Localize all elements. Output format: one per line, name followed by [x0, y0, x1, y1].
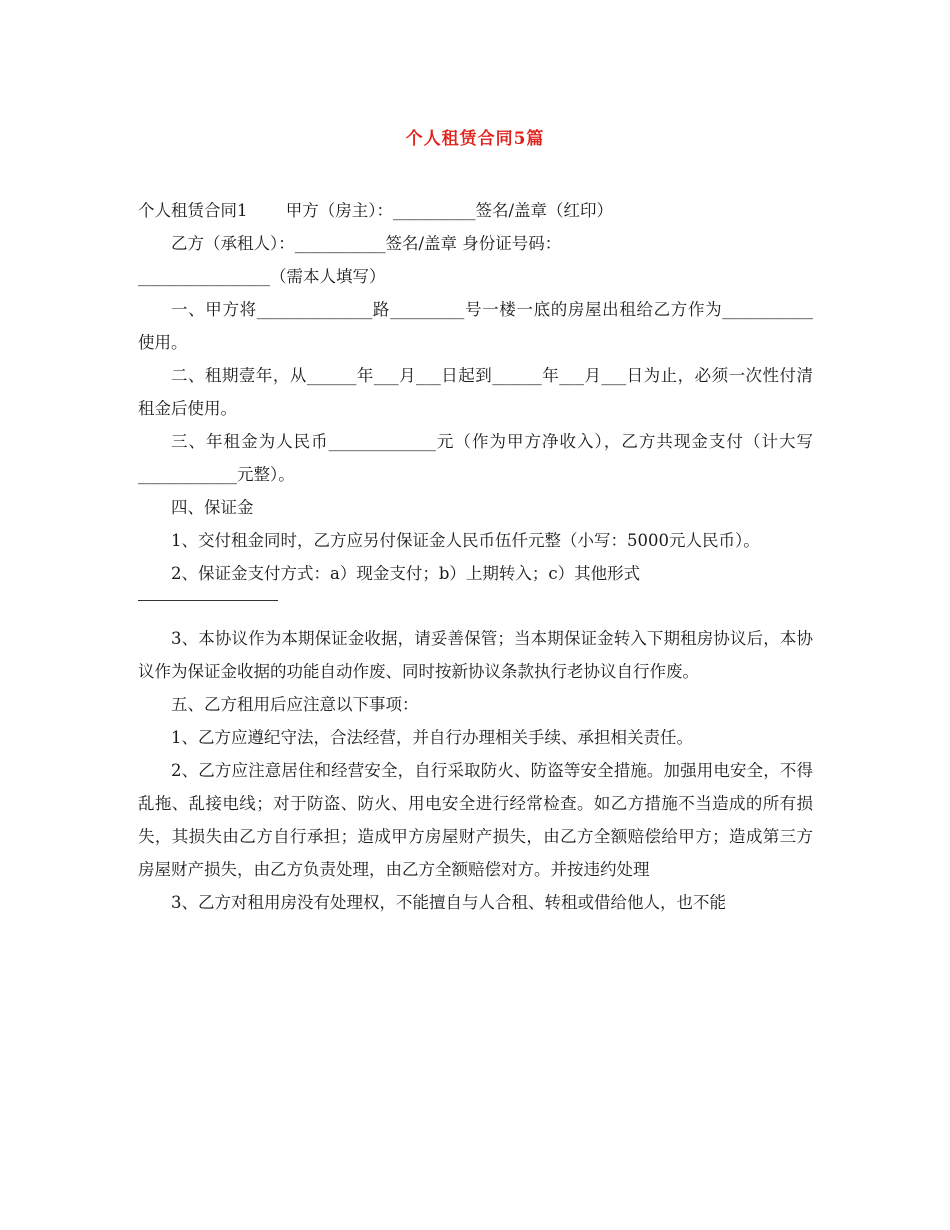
- blank-underline: [138, 600, 278, 601]
- paragraph-clause-4-1: 1、交付租金同时，乙方应另付保证金人民币伍仟元整（小写：5000元人民币）。: [171, 531, 760, 550]
- paragraph-clause-4-3: 3、本协议作为本期保证金收据，请妥善保管；当本期保证金转入下期租房协议后，本协议作为保证金收据的功能自动作废、同时按新协议条款执行老协议自行作废。: [138, 629, 813, 681]
- paragraph-id-fill: ________________（需本人填写）: [138, 267, 386, 286]
- document-title: 个人租赁合同5篇: [405, 129, 545, 149]
- paragraph-clause-5-1: 1、乙方应遵纪守法，合法经营，并自行办理相关手续、承担相关责任。: [171, 728, 693, 747]
- paragraph-clause-1: 一、甲方将______________路_________号一楼一底的房屋出租给乙方作为___________使用。: [138, 300, 813, 352]
- paragraph-clause-5-2: 2、乙方应注意居住和经营安全，自行采取防火、防盗等安全措施。加强用电安全，不得乱拖、乱接电线；对于防盗、防火、用电安全进行经常检查。如乙方措施不当造成的所有损失，其损失由乙方自行承担；造成甲方房屋财产损失，由乙方全额赔偿给甲方；造成第三方房屋财产损失，由乙方负责处理，由乙方全额赔偿对方。并按违约处理: [138, 761, 813, 879]
- paragraph-header: 个人租赁合同1 甲方（房主）：__________签名/盖章（红印）: [138, 201, 614, 220]
- paragraph-clause-5-3: 3、乙方对租用房没有处理权，不能擅自与人合租、转租或借给他人，也不能: [171, 893, 726, 912]
- paragraph-clause-5-heading: 五、乙方租用后应注意以下事项：: [171, 695, 419, 714]
- document-body: [138, 194, 813, 919]
- paragraph-clause-2: 二、租期壹年，从______年___月___日起到______年___月___日为止，必须一次性付清租金后使用。: [138, 366, 813, 418]
- paragraph-clause-3: 三、年租金为人民币_____________元（作为甲方净收入），乙方共现金支付（计大写____________元整）。: [138, 432, 813, 484]
- paragraph-tenant: 乙方（承租人）：___________签名/盖章 身份证号码：: [171, 234, 562, 253]
- paragraph-clause-4-heading: 四、保证金: [171, 498, 254, 517]
- paragraph-clause-4-2: 2、保证金支付方式：a）现金支付；b）上期转入；c）其他形式: [171, 564, 641, 583]
- blank-line-area: [138, 600, 813, 622]
